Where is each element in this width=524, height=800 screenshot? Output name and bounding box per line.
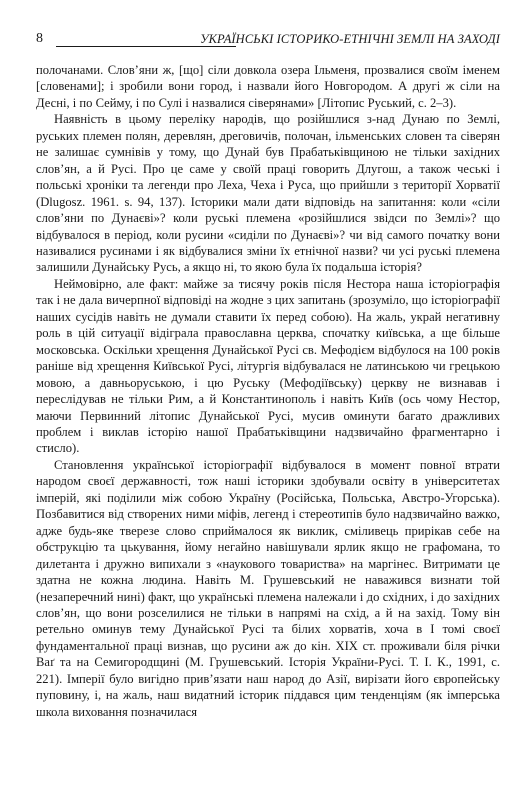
paragraph-1: полочанами. Слов’яни ж, [що] сіли довкола озера Ільменя, прозвалися своїм іменем [словенами]; і зробили вони город, і назвали його Новгородом. А другі ж сіли на Десні, і по Сейму, і по Сулі і назвалися сіверянами» [Літопис Руський, с. 2–3). xyxy=(36,63,500,110)
running-title: УКРАЇНСЬКІ ІСТОРИКО-ЕТНІЧНІ ЗЕМЛІ НА ЗАХОДІ xyxy=(200,32,500,46)
paragraph-3: Неймовірно, але факт: майже за тисячу років після Нестора наша історіографія так і не дала вичерпної відповіді на жодне з цих запитань (зрозуміло, що історіографії наших сусідів навіть не думали ставити їх перед собою). На жаль, украй негативну роль в цій ситуації відіграла православна церква, спочатку київська, а ще більше московська. Оскільки хрещення Дунайської Русі св. Мефодієм відбулося на 100 років раніше від хрещення Київської Русі, літургія відбувалася не латинською чи грецькою мовою, а давньоруською, і цю Руську (Мефодіївську) церкву не визнавав і переслідував не тільки Рим, а й Константинополь і навіть Київ (ось чому Нестор, маючи Первинний літопис Дунайської Русі, мусив оминути багато дражливих проблем і виклав історію нашої Прабатьківщини надзвичайно фрагментарно і стисло). xyxy=(36,276,500,456)
body-text xyxy=(36,62,500,720)
paragraph-2: Наявність в цьому переліку народів, що розійшлися з-над Дунаю по Землі, руських племен полян, деревлян, дреговичів, полочан, ільменських словен та сіверян не залишає сумнівів у тому, що Дунай був Прабатьківщиною не тільки західних слов’ян, а й Русі. Про це саме у своїй праці говорить Длугош, а також чеські і польські хроніки та легенди про Леха, Чеха і Руса, що прийшли з території Хорватії (Dlugosz. 1961. s. 94, 137). Історики мали дати відповідь на запитання: коли «сіли слов’яни по Дунаєві»? коли руські племена «розійшлися звідси по Землі»? що відбувалося в період, коли русини «сиділи по Дунаєві»? чи від самого початку вони називалися русинами і як відбувалися зміни їх етнічної назви? чи усі руські племена залишили Дунайську Русь, а якщо ні, то якою була їх подальша історія? xyxy=(36,112,500,275)
page-header xyxy=(36,30,500,50)
paragraph-4: Становлення української історіографії відбувалося в момент повної втрати народом своєї державності, тож наші історики здобували освіту в університетах імперій, які поділили між собою Україну (Російська, Польська, Австро-Угорська). Позбавитися від створених ними міфів, легенд і стереотипів було надзвичайно важко, адже будь-яке тверезе слово сприймалося як виклик, сміливець прирікав себе на обструкцію та цькування, йому негайно навішували ярлик якщо не графомана, то дилетанта і дружно випихали з «наукового товариства» на маргінес. Витримати це здатна не кожна людина. Навіть М. Грушевський не наважився визнати той (незаперечний нині) факт, що українські племена належали і до східних, і до західних слов’ян, що вони розселилися не тільки в напрямі на схід, а й на захід. Тому він ретельно оминув тему Дунайської Русі та білих хорватів, хоча в І томі своєї фундаментальної праці визнав, що русини аж до кін. XIX ст. проживали біля річки Ваґ та на Семигородщині (М. Грушевський. Історія України-Русі. Т. І. К., 1991, с. 221). Імперії було вигідно прив’язати наш народ до Азії, вирізати його європейську пуповину, і, на жаль, наш видатний історик піддався цим тенденціям (як імперська школа виховання позначилася xyxy=(36,457,500,719)
page-number: 8 xyxy=(36,31,43,46)
